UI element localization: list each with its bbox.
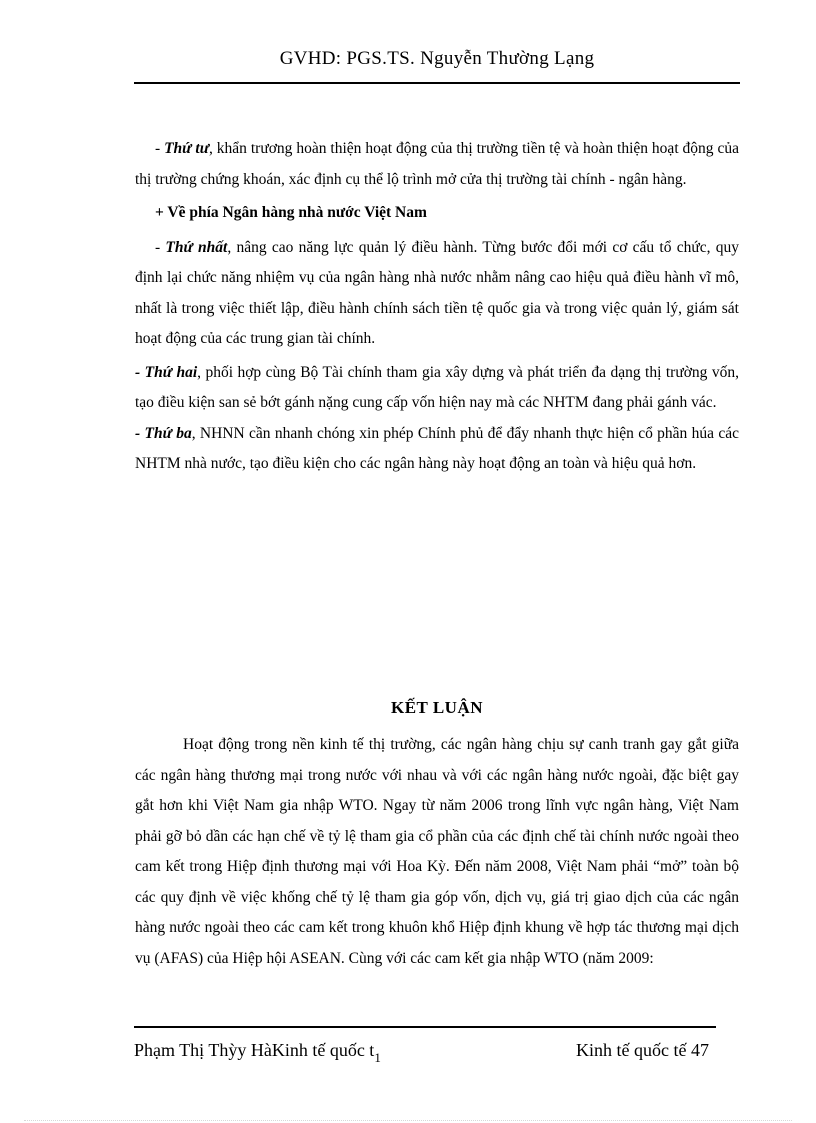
paragraph-third	[135, 419, 739, 480]
lead-first: Thứ nhất	[165, 238, 228, 256]
lead-fourth: Thứ tư	[164, 140, 209, 157]
conclusion-paragraph: Hoạt động trong nền kinh tế thị trường, các ngân hàng chịu sự canh tranh gay gắt giữa các ngân hàng thương mại trong nước với nhau và với các ngân hàng nước ngoài, đặc biệt gay gắt hơn khi Việt Nam gia nhập WTO. Ngay từ năm 2006 trong lĩnh vực ngân hàng, Việt Nam phải gỡ bỏ dần các hạn chế về tỷ lệ tham gia cổ phần của các định chế tài chính nước ngoài theo cam kết trong Hiệp định thương mại với Hoa Kỳ. Đến năm 2008, Việt Nam phải “mở” toàn bộ các quy định về việc khống chế tỷ lệ tham gia góp vốn, dịch vụ, giá trị giao dịch của các ngân hàng nước ngoài theo các cam kết trong khuôn khổ Hiệp định khung về hợp tác thương mại dịch vụ (AFAS) của Hiệp hội ASEAN. Cùng với các cam kết gia nhập WTO (năm 2009:	[135, 736, 739, 967]
paragraph-first-text: , nâng cao năng lực quản lý điều hành. Từng bước đổi mới cơ cấu tổ chức, quy định lại chức năng nhiệm vụ của ngân hàng nhà nước nhằm nâng cao hiệu quả điều hành vĩ mô, nhất là trong việc thiết lập, điều hành chính sách tiền tệ quốc gia và trong việc quản lý, giám sát hoạt động của các trung gian tài chính.	[135, 238, 740, 347]
header-divider	[134, 82, 740, 84]
footer-author	[134, 1040, 381, 1066]
footer-author-text: Phạm Thị Thỳy HàKinh tế quốc t	[134, 1040, 375, 1060]
section-conclusion	[135, 730, 739, 974]
subheading-state-bank: + Về phía Ngân hàng nhà nước Việt Nam	[155, 204, 427, 221]
paragraph-second-text: , phối hợp cùng Bộ Tài chính tham gia xây dựng và phát triển đa dạng thị trường vốn, tạo điều kiện san sẻ bớt gánh nặng cung cấp vốn hiện nay mà các NHTM đang phải gánh vác.	[135, 363, 740, 411]
lead-second: - Thứ hai	[135, 363, 198, 381]
conclusion-title: KẾT LUẬN	[390, 698, 483, 717]
paragraph-fourth-text: , khẩn trương hoàn thiện hoạt động của thị trường tiền tệ và hoàn thiện hoạt động của thị trường chứng khoán, xác định cụ thể lộ trình mở cửa thị trường tài chính - ngân hàng.	[135, 140, 739, 188]
paragraph-fourth	[135, 134, 739, 195]
footer-divider	[134, 1026, 716, 1028]
section-measures	[135, 134, 739, 480]
lead-third: - Thứ ba	[135, 424, 192, 442]
paragraph-second	[135, 358, 739, 419]
footer-author-subscript: 1	[374, 1050, 381, 1065]
page-edge-dotted-line	[24, 1120, 792, 1121]
page-header: GVHD: PGS.TS. Nguyễn Thường Lạng	[279, 48, 595, 69]
dash: -	[155, 238, 166, 256]
paragraph-third-text: , NHNN cần nhanh chóng xin phép Chính phủ để đẩy nhanh thực hiện cổ phần húa các NHTM nhà nước, tạo điều kiện cho các ngân hàng này hoạt động an toàn và hiệu quả hơn.	[135, 424, 739, 472]
paragraph-first	[135, 233, 739, 355]
dash: -	[155, 140, 165, 157]
footer-page-label: Kinh tế quốc tế 47	[576, 1040, 709, 1060]
